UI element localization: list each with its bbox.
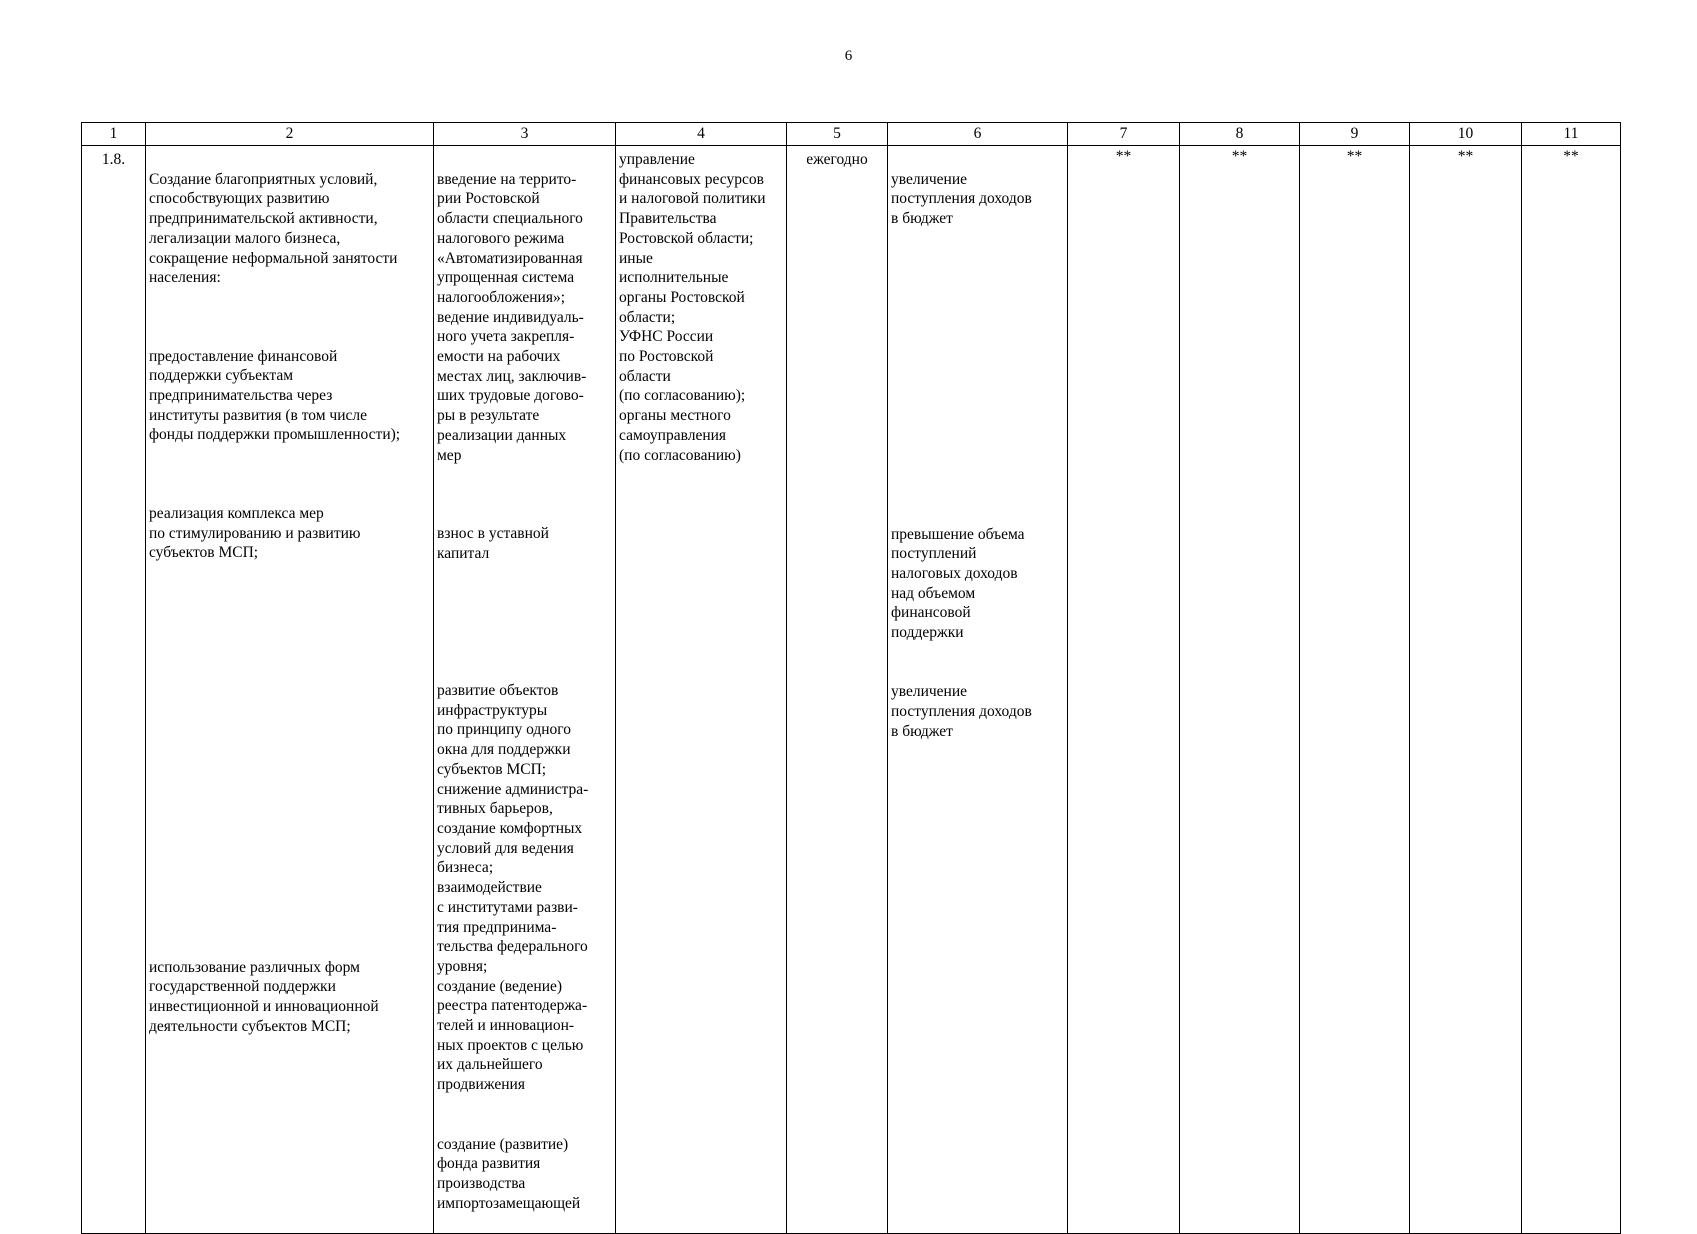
plan-table [81,122,1621,1234]
result-excess-over-support: превышение объема поступлений налоговых доходов над объемом финансовой поддержки [891,525,1025,642]
column-header-4: 4 [616,123,787,146]
column-header-1: 1 [82,123,146,146]
result-income-growth: увеличение поступления доходов в бюджет [891,170,1032,228]
value-col-8: ** [1180,146,1300,1234]
value-col-7: ** [1068,146,1180,1234]
column-header-3: 3 [434,123,616,146]
column-header-10: 10 [1410,123,1522,146]
responsible-cell: управление финансовых ресурсов и налоговой политики Правительства Ростовской области; иные исполнительные органы Ростовской области; УФНС России по Ростовской области (по согласованию); органы местного самоуправления (по согласованию) [616,146,787,1234]
mechanism-cell [434,146,616,1234]
mechanism-infrastructure: развитие объектов инфраструктуры по принципу одного окна для поддержки субъектов МСП; снижение администра- тивных барьеров, создание комфортных условий для ведения бизнеса; взаимодействие с институтами разви- тия предпринима- тельства федерального уровня; создание (ведение) реестра патентодержа- телей и инновацион- ных проектов с целью их дальнейшего продвижения [437,682,589,1094]
page-number: 6 [844,48,853,64]
value-col-9: ** [1300,146,1410,1234]
result-cell [888,146,1068,1234]
mechanism-tax-regime: введение на террито- рии Ростовской области специального налогового режима «Автоматизированная упрощенная система налогообложения»; ведение индивидуаль- ного учета закрепля- емости на рабочих местах лиц, заключив- ших трудовые догово- ры в результате реализации данных мер [437,170,587,464]
measure-title: Создание благоприятных условий, способствующих развитию предпринимательской активности, легализации малого бизнеса, сокращение неформальной занятости населения: [149,170,398,287]
period-cell: ежегодно [787,146,888,1234]
column-header-6: 6 [888,123,1068,146]
column-header-7: 7 [1068,123,1180,146]
mechanism-fund: создание (развитие) фонда развития производства импортозамещающей [437,1135,581,1212]
column-header-9: 9 [1300,123,1410,146]
column-number-row [82,123,1621,146]
column-header-8: 8 [1180,123,1300,146]
table-row [82,146,1621,1234]
column-header-2: 2 [146,123,434,146]
column-header-11: 11 [1522,123,1621,146]
measure-cell [146,146,434,1234]
row-number: 1.8. [82,146,146,1234]
value-col-10: ** [1410,146,1522,1234]
measure-item-sme-stimulation: реализация комплекса мер по стимулированию и развитию субъектов МСП; [149,504,361,562]
result-income-growth-2: увеличение поступления доходов в бюджет [891,683,1032,740]
measure-item-investment-support: использование различных форм государственной поддержки инвестиционной и инновационной деятельности субъектов МСП; [149,958,379,1035]
value-col-11: ** [1522,146,1621,1234]
measure-item-financial-support: предоставление финансовой поддержки субъектам предпринимательства через институты развития (в том числе фонды поддержки промышленности); [149,347,401,444]
mechanism-capital-contribution: взнос в уставной капитал [437,524,549,562]
column-header-5: 5 [787,123,888,146]
